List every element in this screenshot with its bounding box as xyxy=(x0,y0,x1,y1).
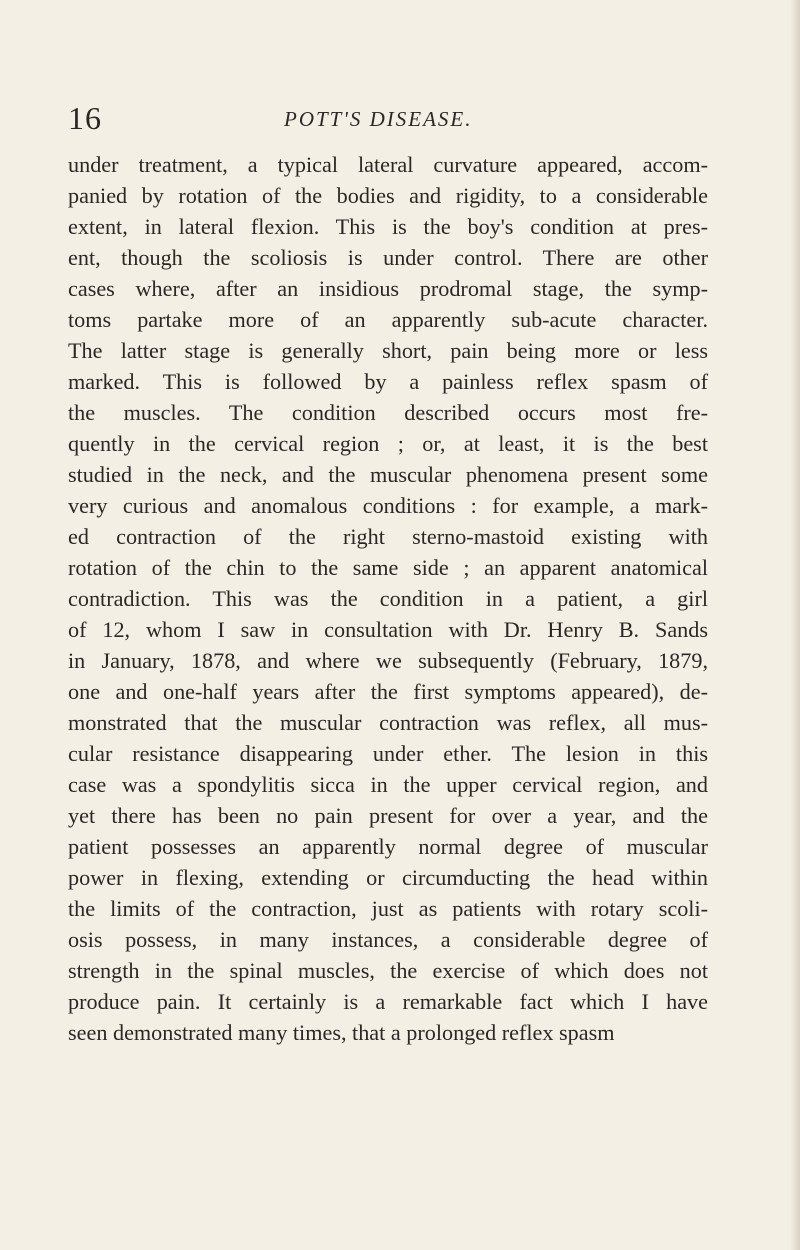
text-line: quently in the cervical region ; or, at least, it is the best xyxy=(68,431,708,456)
text-line: strength in the spinal muscles, the exercise of which does not xyxy=(68,958,708,983)
text-line: of 12, whom I saw in consultation with Dr. Henry B. Sands xyxy=(68,617,708,642)
text-line: osis possess, in many instances, a considerable degree of xyxy=(68,927,708,952)
text-line: case was a spondylitis sicca in the upper cervical region, and xyxy=(68,772,708,797)
text-line: in January, 1878, and where we subsequently (February, 1879, xyxy=(68,648,708,673)
text-line: seen demonstrated many times, that a prolonged reflex spasm xyxy=(68,1020,615,1045)
text-line: monstrated that the muscular contraction was reflex, all mus- xyxy=(68,710,708,735)
running-head xyxy=(68,98,708,138)
page-edge-shadow xyxy=(790,0,800,1250)
text-line: one and one-half years after the first symptoms appeared), de- xyxy=(68,679,708,704)
text-line: studied in the neck, and the muscular phenomena present some xyxy=(68,462,708,487)
text-line: marked. This is followed by a painless reflex spasm of xyxy=(68,369,708,394)
text-line: extent, in lateral flexion. This is the boy's condition at pres- xyxy=(68,214,708,239)
text-line: the limits of the contraction, just as patients with rotary scoli- xyxy=(68,896,708,921)
text-line: contradiction. This was the condition in a patient, a girl xyxy=(68,586,708,611)
text-line: cases where, after an insidious prodromal stage, the symp- xyxy=(68,276,708,301)
text-line: the muscles. The condition described occurs most fre- xyxy=(68,400,708,425)
text-line: patient possesses an apparently normal degree of muscular xyxy=(68,834,708,859)
text-line: cular resistance disappearing under ether. The lesion in this xyxy=(68,741,708,766)
text-line: panied by rotation of the bodies and rigidity, to a considerable xyxy=(68,183,708,208)
text-line: power in flexing, extending or circumducting the head within xyxy=(68,865,708,890)
body-text xyxy=(68,149,708,1048)
page-number: 16 xyxy=(68,100,102,136)
text-line: yet there has been no pain present for over a year, and the xyxy=(68,803,708,828)
text-line: very curious and anomalous conditions : for example, a mark- xyxy=(68,493,708,518)
running-title: POTT'S DISEASE. xyxy=(284,107,473,131)
text-line: toms partake more of an apparently sub-acute character. xyxy=(68,307,708,332)
text-line: ed contraction of the right sterno-mastoid existing with xyxy=(68,524,708,549)
text-line: produce pain. It certainly is a remarkable fact which I have xyxy=(68,989,708,1014)
text-line: The latter stage is generally short, pain being more or less xyxy=(68,338,708,363)
text-line: ent, though the scoliosis is under control. There are other xyxy=(68,245,708,270)
text-line: rotation of the chin to the same side ; an apparent anatomical xyxy=(68,555,708,580)
text-line: under treatment, a typical lateral curvature appeared, accom- xyxy=(68,152,708,177)
